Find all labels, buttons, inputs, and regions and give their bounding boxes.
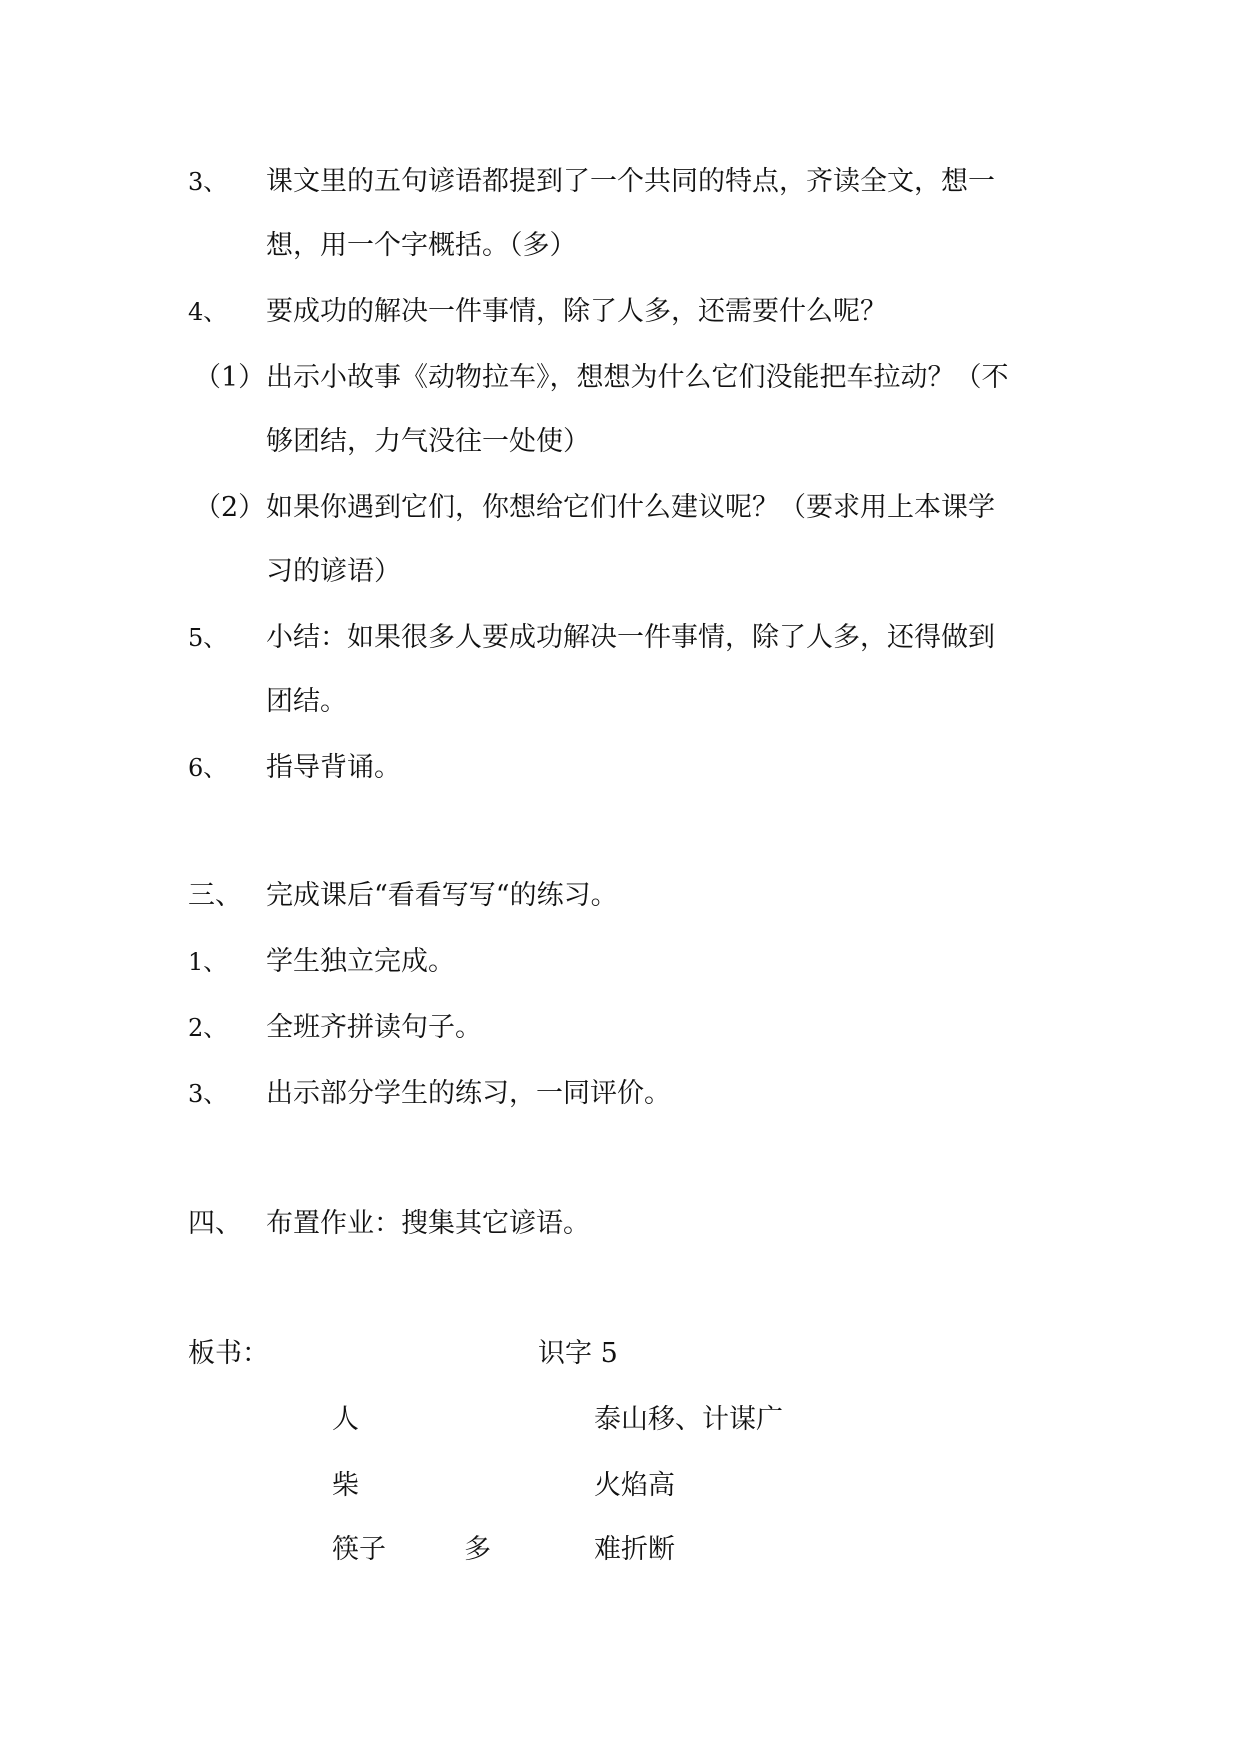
board-left-item: 人	[332, 1404, 359, 1435]
section-marker: 三、	[188, 880, 242, 911]
item-text: 够团结，力气没往一处使）	[266, 426, 590, 457]
board-title: 识字 5	[538, 1338, 618, 1369]
board-right-item: 难折断	[594, 1534, 675, 1565]
item-marker: 2、	[188, 1014, 228, 1042]
item-text: 要成功的解决一件事情，除了人多，还需要什么呢？	[266, 296, 887, 327]
item-text: 习的谚语）	[266, 556, 401, 587]
item-text: 学生独立完成。	[266, 946, 455, 977]
item-marker: 1、	[188, 948, 228, 976]
item-marker: （2）	[194, 492, 266, 523]
item-text: 出示部分学生的练习，一同评价。	[266, 1078, 671, 1109]
item-marker: 4、	[188, 298, 228, 326]
board-center-word: 多	[464, 1534, 491, 1565]
item-text: 指导背诵。	[266, 752, 401, 783]
board-label: 板书：	[188, 1338, 269, 1369]
item-marker: 5、	[188, 624, 228, 652]
section-marker: 四、	[188, 1208, 242, 1239]
item-text: 全班齐拼读句子。	[266, 1012, 482, 1043]
item-text: 小结：如果很多人要成功解决一件事情，除了人多，还得做到	[266, 622, 995, 653]
item-text: 如果你遇到它们，你想给它们什么建议呢？（要求用上本课学	[266, 492, 995, 523]
board-right-item: 泰山移、计谋广	[594, 1404, 783, 1435]
item-marker: 6、	[188, 754, 228, 782]
item-text: 想，用一个字概括。（多）	[266, 230, 577, 261]
section-title: 完成课后“看看写写“的练习。	[266, 880, 618, 911]
item-marker: （1）	[194, 362, 266, 393]
item-marker: 3、	[188, 168, 228, 196]
board-right-item: 火焰高	[594, 1470, 675, 1501]
item-marker: 3、	[188, 1080, 228, 1108]
item-text: 课文里的五句谚语都提到了一个共同的特点，齐读全文，想一	[266, 166, 995, 197]
section-title: 布置作业：搜集其它谚语。	[266, 1208, 590, 1239]
board-left-item: 柴	[332, 1470, 359, 1501]
item-text: 出示小故事《动物拉车》，想想为什么它们没能把车拉动？（不	[266, 362, 1009, 393]
board-left-item: 筷子	[332, 1534, 386, 1565]
item-text: 团结。	[266, 686, 347, 717]
